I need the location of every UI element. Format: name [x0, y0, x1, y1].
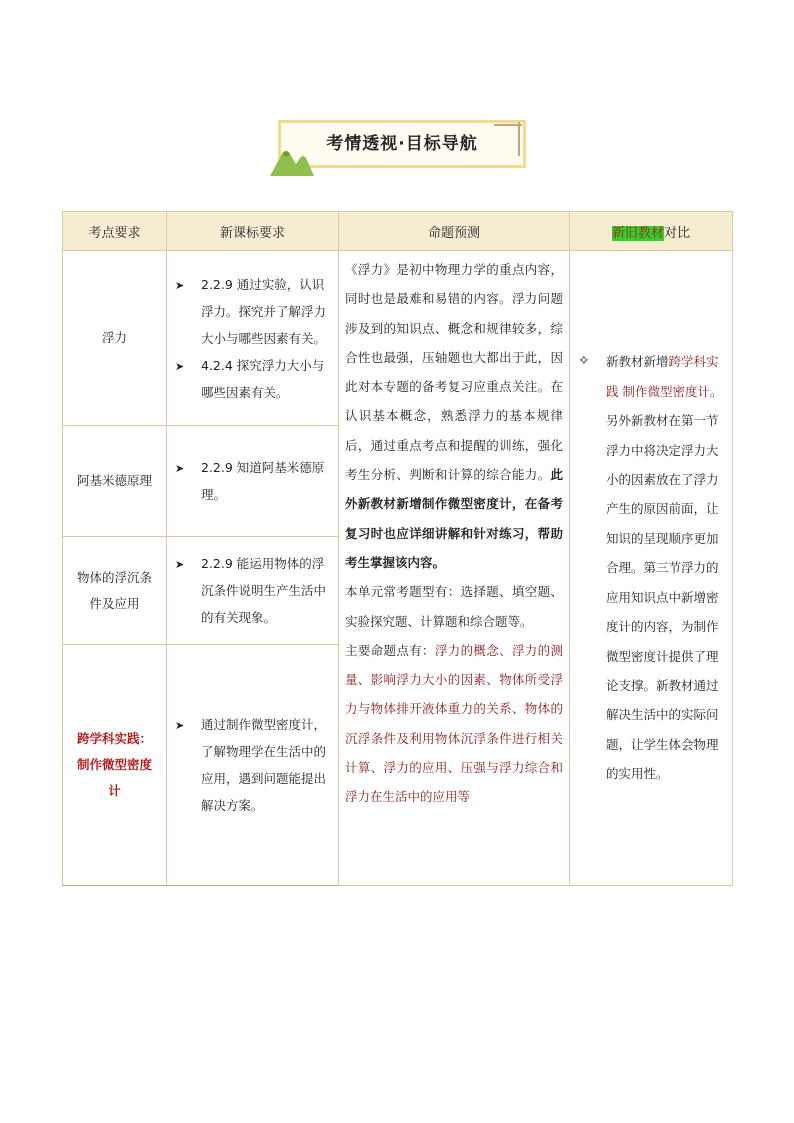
header-comparison-rest: 对比 [664, 225, 691, 241]
requirement-item [175, 454, 330, 508]
requirement-item [175, 711, 330, 819]
requirement-text: 4.2.4 探究浮力大小与哪些因素有关。 [201, 357, 325, 400]
header-prediction: 命题预测 [339, 212, 570, 251]
comparison-cell [570, 251, 733, 886]
header-comparison-highlight: 新旧教材 [611, 225, 664, 241]
prediction-cell [339, 251, 570, 886]
comparison-lead: 新教材新增 [606, 354, 669, 370]
prediction-intro: 《浮力》是初中物理力学的重点内容，同时也是最难和易错的内容。浮力问题涉及到的知识点、概念和规律较多，综合性也最强，压轴题也大都出于此，因此对本专题的备考复习应重点关注。在认识基本概念，熟悉浮力的基本规律后，通过重点考点和提醒的训练，强化考生分析、判断和计算的综合能力。 [345, 262, 563, 483]
requirement-item [175, 352, 330, 406]
requirement-cell [167, 251, 339, 426]
diamond-star-icon: ✧ [578, 353, 590, 370]
topic-cell: 物体的浮沉条件及应用 [63, 537, 167, 645]
requirement-cell [167, 537, 339, 645]
header-exam-points: 考点要求 [63, 212, 167, 251]
table-header-row [63, 212, 733, 251]
prediction-points-list: 浮力的概念、浮力的测量、影响浮力大小的因素、物体所受浮力与物体排开液体重力的关系、物体的沉浮条件及利用物体沉浮条件进行相关计算、浮力的应用、压强与浮力综合和浮力在生活中的应用等 [345, 642, 563, 805]
prediction-question-types: 本单元常考题型有：选择题、填空题、实验探究题、计算题和综合题等。 [345, 584, 563, 629]
requirement-text: 2.2.9 能运用物体的浮沉条件说明生产生活中的有关现象。 [201, 556, 327, 625]
requirement-item [175, 271, 330, 352]
requirement-text: 通过制作微型密度计，了解物理学在生活中的应用，遇到问题能提出解决方案。 [201, 717, 327, 813]
arrow-bullet-icon: ➤ [175, 278, 185, 292]
comparison-body: 。另外新教材在第一节浮力中将决定浮力大小的因素放在了浮力产生的原因前面，让知识的呈现顺序更加合理。第三节浮力的应用知识点中新增密度计的内容，为制作微型密度计提供了理论支撑。新教材通过解决生活中的实际问题，让学生体会物理的实用性。 [606, 383, 723, 782]
header-new-standard: 新课标要求 [167, 212, 339, 251]
header-comparison [570, 212, 733, 251]
arrow-bullet-icon: ➤ [175, 719, 185, 732]
arrow-bullet-icon: ➤ [175, 462, 185, 475]
exam-analysis-table [62, 211, 733, 886]
topic-cell: 跨学科实践：制作微型密度计 [63, 645, 167, 886]
topic-cell: 阿基米德原理 [63, 426, 167, 537]
arrow-bullet-icon: ➤ [175, 558, 185, 571]
arrow-bullet-icon: ➤ [175, 359, 185, 373]
requirement-cell [167, 426, 339, 537]
topic-cell: 浮力 [63, 251, 167, 426]
section-banner [270, 116, 534, 176]
requirement-item [175, 550, 330, 631]
table-row [63, 251, 733, 426]
comparison-text [602, 347, 726, 788]
requirement-cell [167, 645, 339, 886]
comparison-item [578, 347, 726, 788]
banner-accent-line-top [494, 124, 522, 126]
prediction-points-label: 主要命题点有： [345, 642, 435, 658]
comparison-highlight: 跨学科实践 制作微型密度计 [606, 354, 719, 399]
banner-title: 考情透视·目标导航 [326, 134, 478, 154]
requirement-text: 2.2.9 通过实验，认识浮力。探究并了解浮力大小与哪些因素有关。 [201, 276, 327, 346]
prediction-emphasis: 此外新教材新增制作微型密度计，在备考复习时也应详细讲解和针对练习，帮助考生掌握该内容。 [345, 467, 563, 570]
requirement-text: 2.2.9 知道阿基米德原理。 [201, 460, 325, 502]
